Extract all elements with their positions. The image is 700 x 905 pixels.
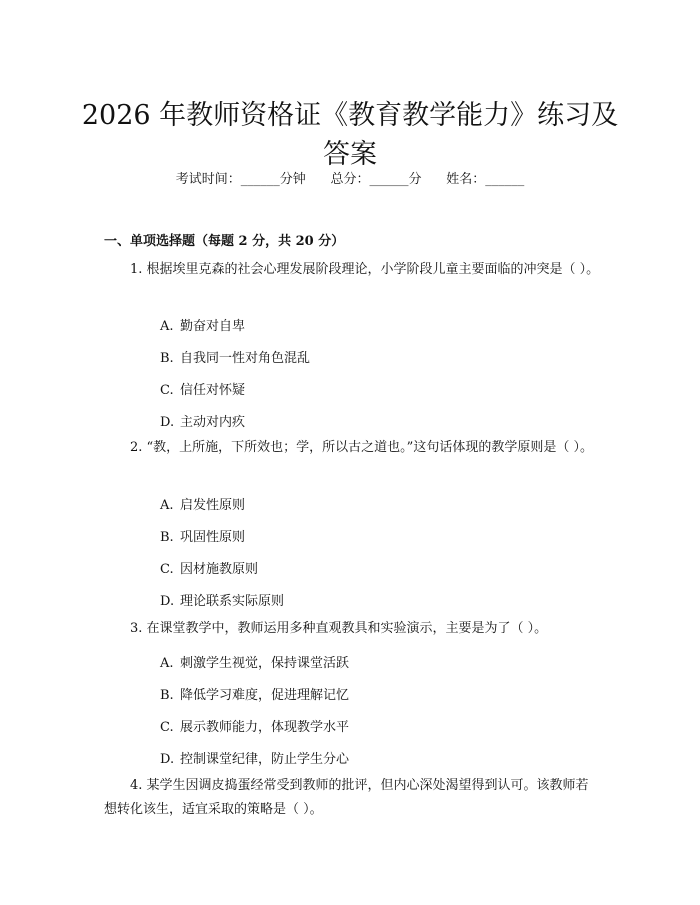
question-1-stem: 1. 根据埃里克森的社会心理发展阶段理论，小学阶段儿童主要面临的冲突是（ ）。 (130, 262, 600, 277)
option-text: 巩固性原则 (180, 530, 246, 545)
option-letter: D. (160, 594, 175, 609)
question-3-option-b (160, 684, 349, 703)
option-letter: C. (160, 383, 174, 398)
option-letter: C. (160, 562, 174, 577)
option-text: 自我同一性对角色混乱 (180, 351, 311, 366)
option-text: 降低学习难度，促进理解记忆 (180, 688, 350, 703)
question-1-option-c (160, 379, 245, 398)
question-2-stem: 2. “教，上所施，下所效也；学，所以古之道也。”这句话体现的教学原则是（ ）。 (130, 440, 593, 455)
option-text: 勤奋对自卑 (180, 319, 246, 334)
question-3-stem: 3. 在课堂教学中，教师运用多种直观教具和实验演示，主要是为了（ ）。 (130, 621, 548, 636)
option-text: 主动对内疚 (180, 415, 246, 430)
option-letter: D. (160, 752, 175, 767)
question-2-option-b (160, 526, 245, 545)
option-letter: D. (160, 415, 175, 430)
option-letter: B. (160, 351, 174, 366)
question-4-stem: 4. 某学生因调皮捣蛋经常受到教师的批评，但内心深处渴望得到认可。该教师若想转化该生，适宜采取的策略是（ ）。 (104, 778, 589, 817)
option-text: 因材施教原则 (180, 562, 259, 577)
question-2-option-d (160, 590, 284, 609)
option-text: 启发性原则 (180, 498, 246, 513)
question-3-option-d (160, 748, 349, 767)
option-text: 控制课堂纪律，防止学生分心 (180, 752, 350, 767)
option-text: 展示教师能力，体现教学水平 (180, 720, 350, 735)
option-text: 信任对怀疑 (180, 383, 246, 398)
question-2-option-a (160, 494, 245, 513)
option-letter: A. (160, 498, 174, 513)
question-1-option-d (160, 411, 245, 430)
option-text: 理论联系实际原则 (180, 594, 285, 609)
question-3-option-c (160, 716, 349, 735)
exam-info-line: 考试时间：______分钟 总分：______分 姓名：______ (175, 172, 525, 187)
option-letter: C. (160, 720, 174, 735)
option-letter: B. (160, 688, 174, 703)
option-letter: A. (160, 319, 174, 334)
question-1-option-b (160, 347, 310, 366)
option-letter: B. (160, 530, 174, 545)
question-1-option-a (160, 315, 245, 334)
option-letter: A. (160, 656, 174, 671)
question-2-option-c (160, 558, 258, 577)
document-title: 2026 年教师资格证《教育教学能力》练习及答案 (81, 100, 619, 171)
section-heading: 一、单项选择题（每题 2 分，共 20 分） (104, 234, 345, 249)
question-3-option-a (160, 652, 349, 671)
option-text: 刺激学生视觉，保持课堂活跃 (180, 656, 350, 671)
